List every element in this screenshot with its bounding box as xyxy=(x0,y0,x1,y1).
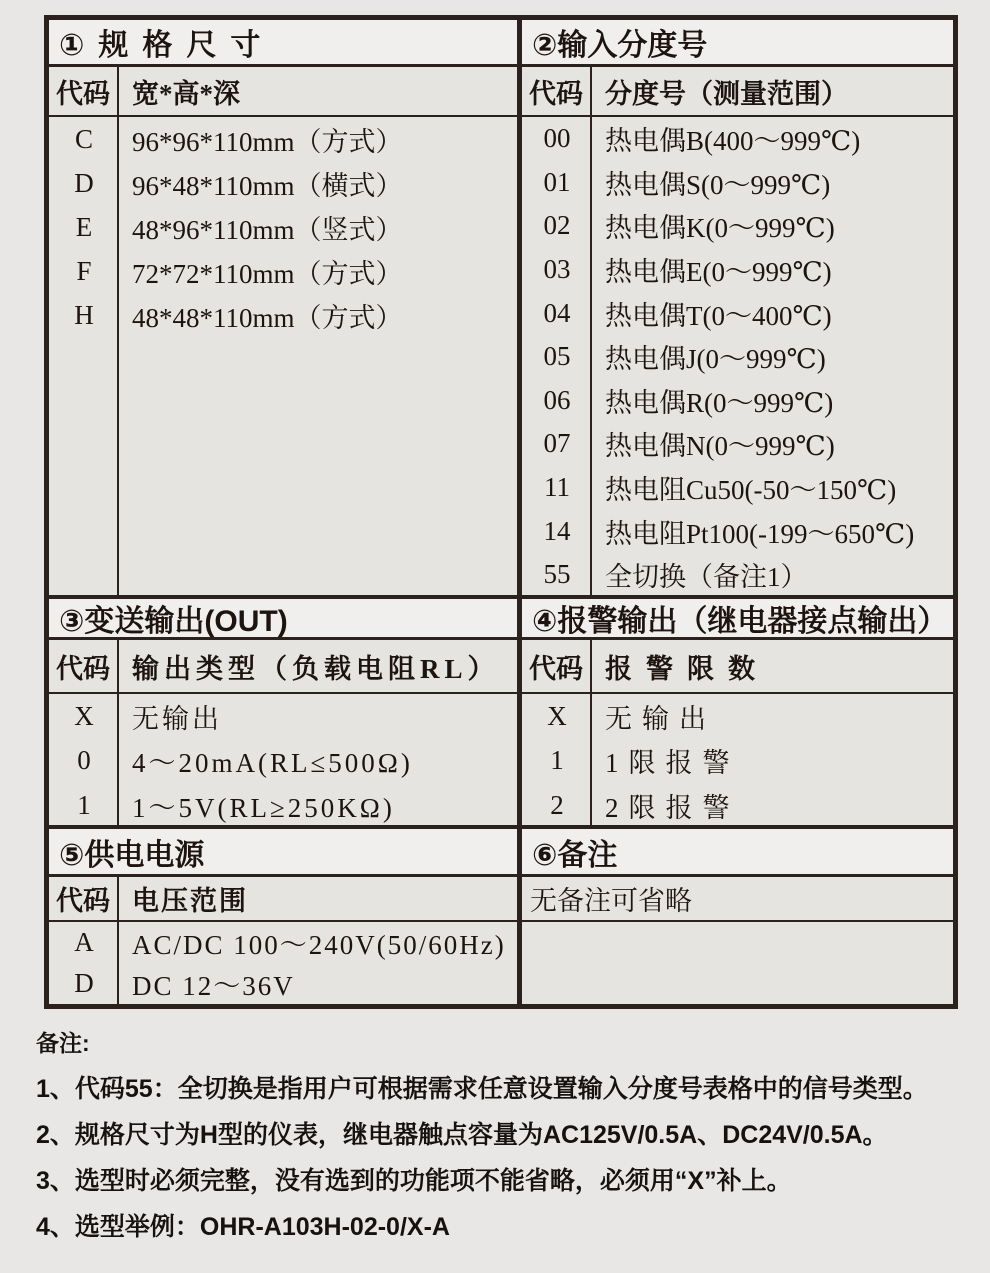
value-cell: 热电阻Cu50(-50～150℃) xyxy=(605,475,897,506)
section5-column-divider xyxy=(117,922,119,1004)
value-cell: 热电偶B(400～999℃) xyxy=(605,126,861,157)
section6-remark-text: 无备注可省略 xyxy=(530,886,692,916)
footnotes-title: 备注: xyxy=(36,1029,90,1056)
footnote-item: 3、选型时必须完整，没有选到的功能项不能省略，必须用“X”补上。 xyxy=(36,1167,792,1195)
section4-column-divider xyxy=(590,694,592,825)
table-row xyxy=(522,161,953,205)
value-cell: 热电偶J(0～999℃) xyxy=(605,344,826,375)
table-row xyxy=(49,783,517,828)
code-cell: 00 xyxy=(543,123,571,154)
table-row xyxy=(49,739,517,784)
section1-code-header: 代码 xyxy=(49,67,119,115)
code-cell: 55 xyxy=(543,559,571,590)
value-cell: 无输出 xyxy=(132,703,222,734)
table-row xyxy=(522,739,953,784)
value-cell: AC/DC 100～240V(50/60Hz) xyxy=(132,930,506,960)
table-row xyxy=(522,379,953,423)
section1-column-header xyxy=(49,67,522,117)
table-row xyxy=(49,963,517,1004)
code-cell: 01 xyxy=(543,166,571,197)
section3-output-header xyxy=(49,599,522,640)
section4-value-header: 报警限数 xyxy=(605,653,769,684)
section3-code-header: 代码 xyxy=(49,640,119,692)
code-cell: 05 xyxy=(543,341,571,372)
section5-power-header xyxy=(49,829,522,877)
code-cell: 02 xyxy=(543,210,571,241)
code-cell: 11 xyxy=(544,472,570,503)
table-row xyxy=(522,509,953,553)
section4-body xyxy=(522,694,953,829)
table-row xyxy=(522,783,953,828)
value-cell: 72*72*110mm（方式） xyxy=(132,258,403,289)
table-row xyxy=(522,204,953,248)
value-cell: 1～5V(RL≥250KΩ) xyxy=(132,792,395,823)
value-cell: 96*48*110mm（横式） xyxy=(132,170,403,201)
value-cell: 全切换（备注1） xyxy=(605,562,808,593)
value-cell: 4～20mA(RL≤500Ω) xyxy=(132,748,413,779)
section1-title: ①规格尺寸 xyxy=(59,29,275,62)
code-cell: 06 xyxy=(543,384,571,415)
section4-title: ④报警输出（继电器接点输出） xyxy=(532,605,948,638)
section2-column-header xyxy=(522,67,953,117)
value-cell: 96*96*110mm（方式） xyxy=(132,126,403,157)
value-cell: 无输出 xyxy=(605,703,716,734)
section3-value-header: 输出类型（负载电阻RL） xyxy=(132,653,500,684)
section4-alarm-header xyxy=(522,599,953,640)
code-cell: 04 xyxy=(543,297,571,328)
section5-title: ⑤供电电源 xyxy=(59,838,205,872)
code-cell: X xyxy=(547,700,567,731)
section2-value-header: 分度号（测量范围） xyxy=(605,78,848,109)
section1-column-divider xyxy=(117,117,119,595)
value-cell: 热电偶K(0～999℃) xyxy=(605,213,835,244)
table-row xyxy=(49,922,517,963)
section2-code-header: 代码 xyxy=(522,67,592,115)
section5-body xyxy=(49,922,522,1004)
code-cell: 14 xyxy=(543,515,571,546)
section6-empty-cell xyxy=(522,922,953,1004)
section3-body xyxy=(49,694,522,829)
value-cell: 1限报警 xyxy=(605,748,740,779)
code-cell: A xyxy=(74,927,94,957)
value-cell: 热电偶S(0～999℃) xyxy=(605,169,831,200)
code-cell: X xyxy=(74,700,94,731)
table-row xyxy=(522,335,953,379)
code-cell: E xyxy=(75,211,93,242)
value-cell: 热电阻Pt100(-199～650℃) xyxy=(605,518,915,549)
section5-code-header: 代码 xyxy=(49,877,119,920)
table-row xyxy=(49,205,517,249)
section3-title: ③变送输出(OUT) xyxy=(59,605,288,638)
section5-value-header: 电压范围 xyxy=(132,886,248,916)
table-row xyxy=(49,249,517,293)
value-cell: DC 12～36V xyxy=(132,971,295,1001)
section1-size-header xyxy=(49,20,522,67)
table-row xyxy=(522,553,953,597)
section3-column-header xyxy=(49,640,522,694)
table-row xyxy=(49,694,517,739)
section6-remark-row xyxy=(522,877,953,922)
section2-column-divider xyxy=(590,117,592,595)
code-cell: C xyxy=(74,123,93,154)
code-cell: D xyxy=(74,968,94,998)
section1-body xyxy=(49,117,522,599)
code-cell: 07 xyxy=(543,428,571,459)
code-cell: D xyxy=(74,167,94,198)
code-cell: 1 xyxy=(550,745,564,776)
section5-column-header xyxy=(49,877,522,922)
table-row xyxy=(49,117,517,161)
code-cell: H xyxy=(74,299,94,330)
code-cell: 1 xyxy=(77,789,91,820)
code-cell: F xyxy=(76,255,92,286)
code-cell: 03 xyxy=(543,254,571,285)
footnote-item: 1、代码55：全切换是指用户可根据需求任意设置输入分度号表格中的信号类型。 xyxy=(36,1075,928,1103)
section4-column-header xyxy=(522,640,953,694)
section3-column-divider xyxy=(117,694,119,825)
section6-title: ⑥备注 xyxy=(532,838,618,872)
footnote-item: 4、选型举例：OHR-A103H-02-0/X-A xyxy=(36,1213,450,1241)
value-cell: 热电偶R(0～999℃) xyxy=(605,387,834,418)
section1-value-header: 宽*高*深 xyxy=(132,78,240,109)
table-row xyxy=(522,694,953,739)
section6-remark-header xyxy=(522,829,953,877)
table-row xyxy=(49,161,517,205)
value-cell: 2限报警 xyxy=(605,792,740,823)
table-row xyxy=(522,117,953,161)
model-selection-table xyxy=(44,15,958,1009)
table-row xyxy=(522,466,953,510)
table-row xyxy=(522,422,953,466)
code-cell: 2 xyxy=(550,789,564,820)
value-cell: 热电偶N(0～999℃) xyxy=(605,431,835,462)
section2-body xyxy=(522,117,953,599)
footnote-item: 2、规格尺寸为H型的仪表，继电器触点容量为AC125V/0.5A、DC24V/0.5A。 xyxy=(36,1121,888,1149)
section4-code-header: 代码 xyxy=(522,640,592,692)
value-cell: 48*96*110mm（竖式） xyxy=(132,214,403,245)
section2-title: ②输入分度号 xyxy=(532,29,708,62)
table-row xyxy=(49,293,517,337)
table-row xyxy=(522,291,953,335)
code-cell: 0 xyxy=(77,745,91,776)
value-cell: 热电偶T(0～400℃) xyxy=(605,300,832,331)
value-cell: 48*48*110mm（方式） xyxy=(132,302,403,333)
footnotes xyxy=(36,1018,966,1248)
section2-input-header xyxy=(522,20,953,67)
value-cell: 热电偶E(0～999℃) xyxy=(605,257,832,288)
table-row xyxy=(522,248,953,292)
